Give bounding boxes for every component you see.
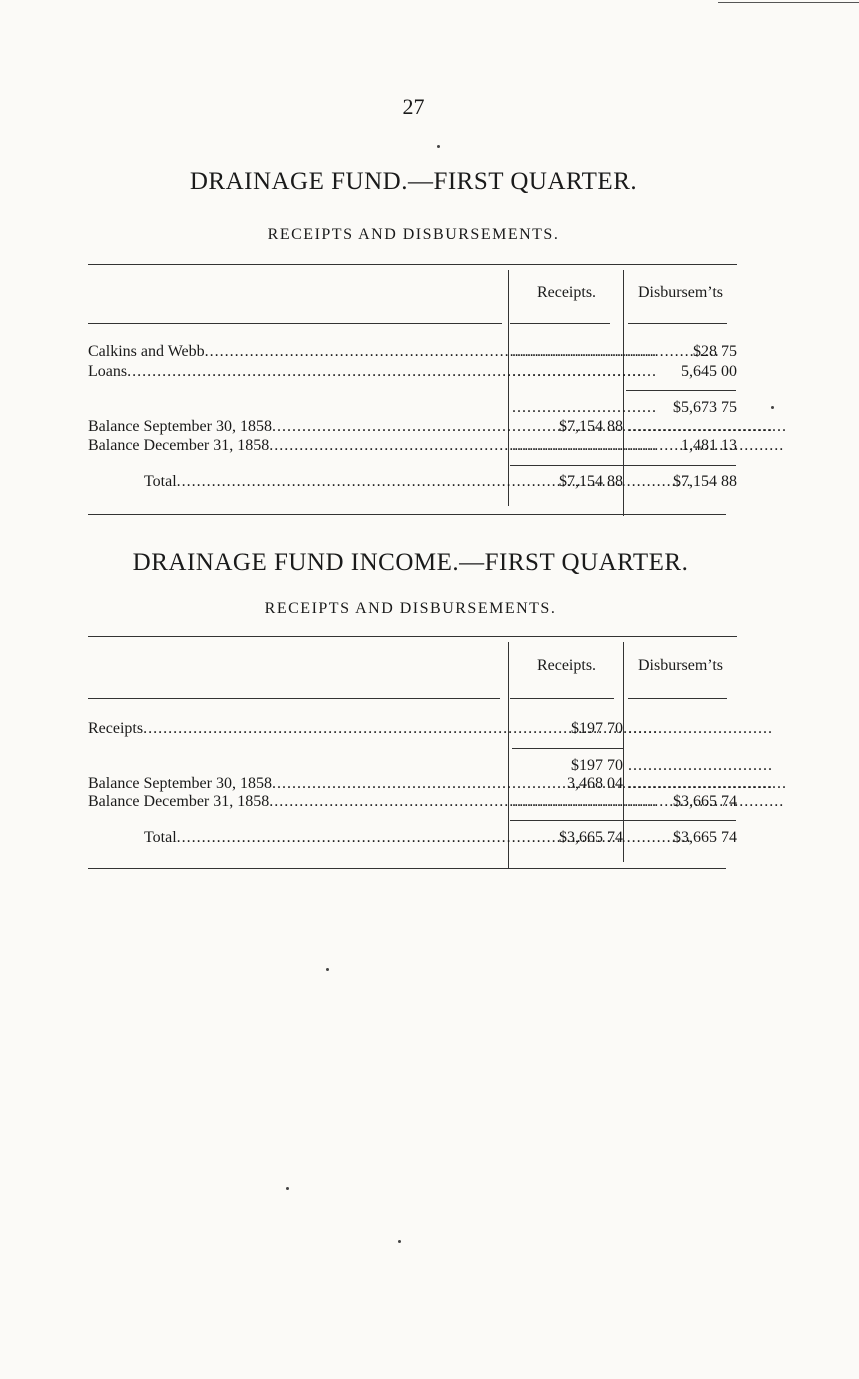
drainage-fund-income-table [88,634,773,874]
table-top-rule [88,264,737,265]
disbursement-amount: $28 75 [693,343,737,360]
page-number: 27 [402,94,425,119]
row-label: Loans ..... [88,362,504,382]
row-label: Balance December 31, 1858 ..... [88,792,504,812]
table-row [88,756,773,776]
receipts-column-header: Receipts. [536,284,597,301]
receipts-dots: ............................. [512,363,657,380]
disbursements-dots: ............................. [628,418,773,435]
row-label: Calkins and Webb ..... [88,342,504,362]
section-1-title: DRAINAGE FUND.—FIRST QUARTER. [189,168,638,195]
row-label: Total ..... [88,472,504,492]
total-rule [510,820,736,821]
header-rule [628,323,727,324]
disbursements-dots: ............................. [628,757,773,774]
disbursement-amount: 5,645 00 [681,363,737,380]
print-speck [437,145,440,148]
disbursement-amount: $5,673 75 [673,399,737,416]
receipts-column-header: Receipts. [536,657,597,674]
receipts-amount: $7,154 88 [559,473,623,490]
disbursements-dots: ............................. [628,775,773,792]
table-top-rule [88,636,737,637]
top-edge-rule [718,2,859,3]
table-bottom-rule [88,514,726,515]
receipts-dots: ............................. [512,343,657,360]
table-row [88,828,737,848]
header-rule [88,698,500,699]
receipts-amount: $7,154 88 [559,418,623,435]
disbursement-amount: 1,481 13 [681,437,737,454]
receipts-amount: 3,468 04 [567,775,623,792]
print-speck [286,1187,289,1190]
header-rule [628,698,727,699]
table-row [88,342,737,362]
receipts-dots: ............................. [512,399,657,416]
table-row [88,362,737,382]
table-row [88,719,773,739]
subtotal-rule [626,390,736,391]
print-speck [326,968,329,971]
drainage-fund-table [88,262,773,518]
disbursements-dots: ............................. [628,720,773,737]
table-bottom-rule [88,868,726,869]
row-label: Balance December 31, 1858 ..... [88,436,504,456]
disbursement-amount: $3,665 74 [673,793,737,810]
receipts-amount: $3,665 74 [559,829,623,846]
header-rule [88,323,502,324]
row-label: Balance September 30, 1858 ..... [88,417,504,437]
receipts-amount: $197 70 [571,720,623,737]
header-rule [510,323,610,324]
row-label: Balance September 30, 1858 ..... [88,774,504,794]
total-rule [510,465,736,466]
table-row [88,436,737,456]
disbursement-amount: $3,665 74 [673,829,737,846]
disbursements-column-header: Disbursem’ts [637,657,724,674]
header-rule [510,698,614,699]
table-row [88,472,737,492]
receipts-amount: $197 70 [571,757,623,774]
print-speck [398,1240,401,1243]
row-label: Total ..... [88,828,504,848]
disbursements-column-header: Disbursem’ts [637,284,724,301]
table-row [88,792,737,812]
row-label: Receipts ..... [88,719,504,739]
table-row [88,398,737,418]
column-divider [508,270,509,506]
section-2-subtitle: RECEIPTS AND DISBURSEMENTS. [264,600,557,617]
subtotal-rule [512,748,623,749]
receipts-dots: ............................. [512,793,657,810]
table-row [88,774,773,794]
receipts-dots: ............................. [512,437,657,454]
section-1-subtitle: RECEIPTS AND DISBURSEMENTS. [267,226,560,243]
disbursement-amount: $7,154 88 [673,473,737,490]
table-row [88,417,773,437]
print-speck [771,406,774,409]
section-2-title: DRAINAGE FUND INCOME.—FIRST QUARTER. [132,549,689,576]
